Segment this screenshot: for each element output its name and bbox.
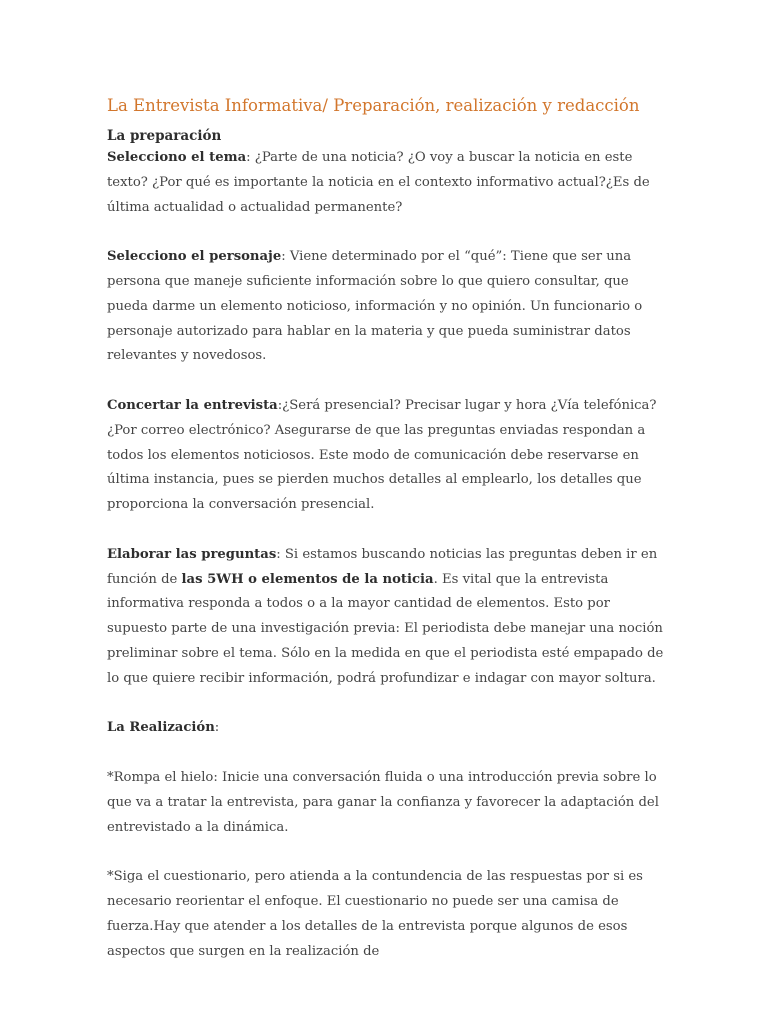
label-personaje: Selecciono el personaje [107,249,282,265]
label-concertar: Concertar la entrevista [107,397,278,413]
spacer [107,518,667,543]
paragraph-personaje [107,245,667,369]
document-page [107,94,667,964]
spacer [107,692,667,717]
label-tema: Selecciono el tema [107,150,247,165]
spacer [107,840,667,865]
section-heading-preparacion: La preparación [107,128,222,144]
label-realizacion: La Realización [107,720,215,736]
text-preguntas-before: : Si estamos buscando noticias las preguntas deben ir en función de [107,546,658,587]
text-tema: : ¿Parte de una noticia? ¿O voy a buscar la noticia en este texto? ¿Por qué es importante la noticia en el contexto informativo actual?¿Es de última actualidad o actualidad permanente? [107,150,650,215]
text-concertar: :¿Será presencial? Precisar lugar y hora ¿Vía telefónica? ¿Por correo electrónico? Asegurarse de que las preguntas enviadas respondan a todos los elementos noticiosos. Este modo de comunicación debe reservarse en última instancia, pues se pierden muchos detalles al emplearlo, los detalles que proporciona la conversación presencial. [107,397,657,513]
text-preguntas-after: . Es vital que la entrevista informativa responda a todos o a la mayor cantidad de elementos. Esto por supuesto parte de una investigación previa: El periodista debe manejar una noción preliminar sobre el tema. Sólo en la medida en que el periodista esté empapado de lo que quiere recibir información, podrá profundizar e indagar con mayor soltura. [107,571,664,686]
spacer [107,741,667,766]
paragraph-tema [107,146,667,220]
text-personaje: : Viene determinado por el “qué”: Tiene que ser una persona que maneje suficiente información sobre lo que quiero consultar, que pueda darme un elemento noticioso, información y no opinión. Un funcionario o personaje autorizado para hablar en la materia y que pueda suministrar datos relevantes y novedosos. [107,249,643,364]
section-heading-realizacion [107,716,667,741]
paragraph-concertar [107,394,667,518]
document-title: La Entrevista Informativa/ Preparación, realización y redacción [107,96,640,115]
paragraph-preguntas [107,543,667,692]
paragraph-rompa: *Rompa el hielo: Inicie una conversación fluida o una introducción previa sobre lo que va a tratar la entrevista, para ganar la confianza y favorecer la adaptación del entrevistado a la dinámica. [107,769,659,835]
realizacion-colon: : [214,720,220,736]
spacer [107,220,667,245]
paragraph-siga: *Siga el cuestionario, pero atienda a la contundencia de las respuestas por si es necesario reorientar el enfoque. El cuestionario no puede ser una camisa de fuerza.Hay que atender a los detalles de la entrevista porque algunos de esos aspectos que surgen en la realización de [107,869,643,959]
label-5wh: las 5WH o elementos de la noticia [181,571,434,587]
spacer [107,369,667,394]
label-preguntas: Elaborar las preguntas [107,546,277,562]
